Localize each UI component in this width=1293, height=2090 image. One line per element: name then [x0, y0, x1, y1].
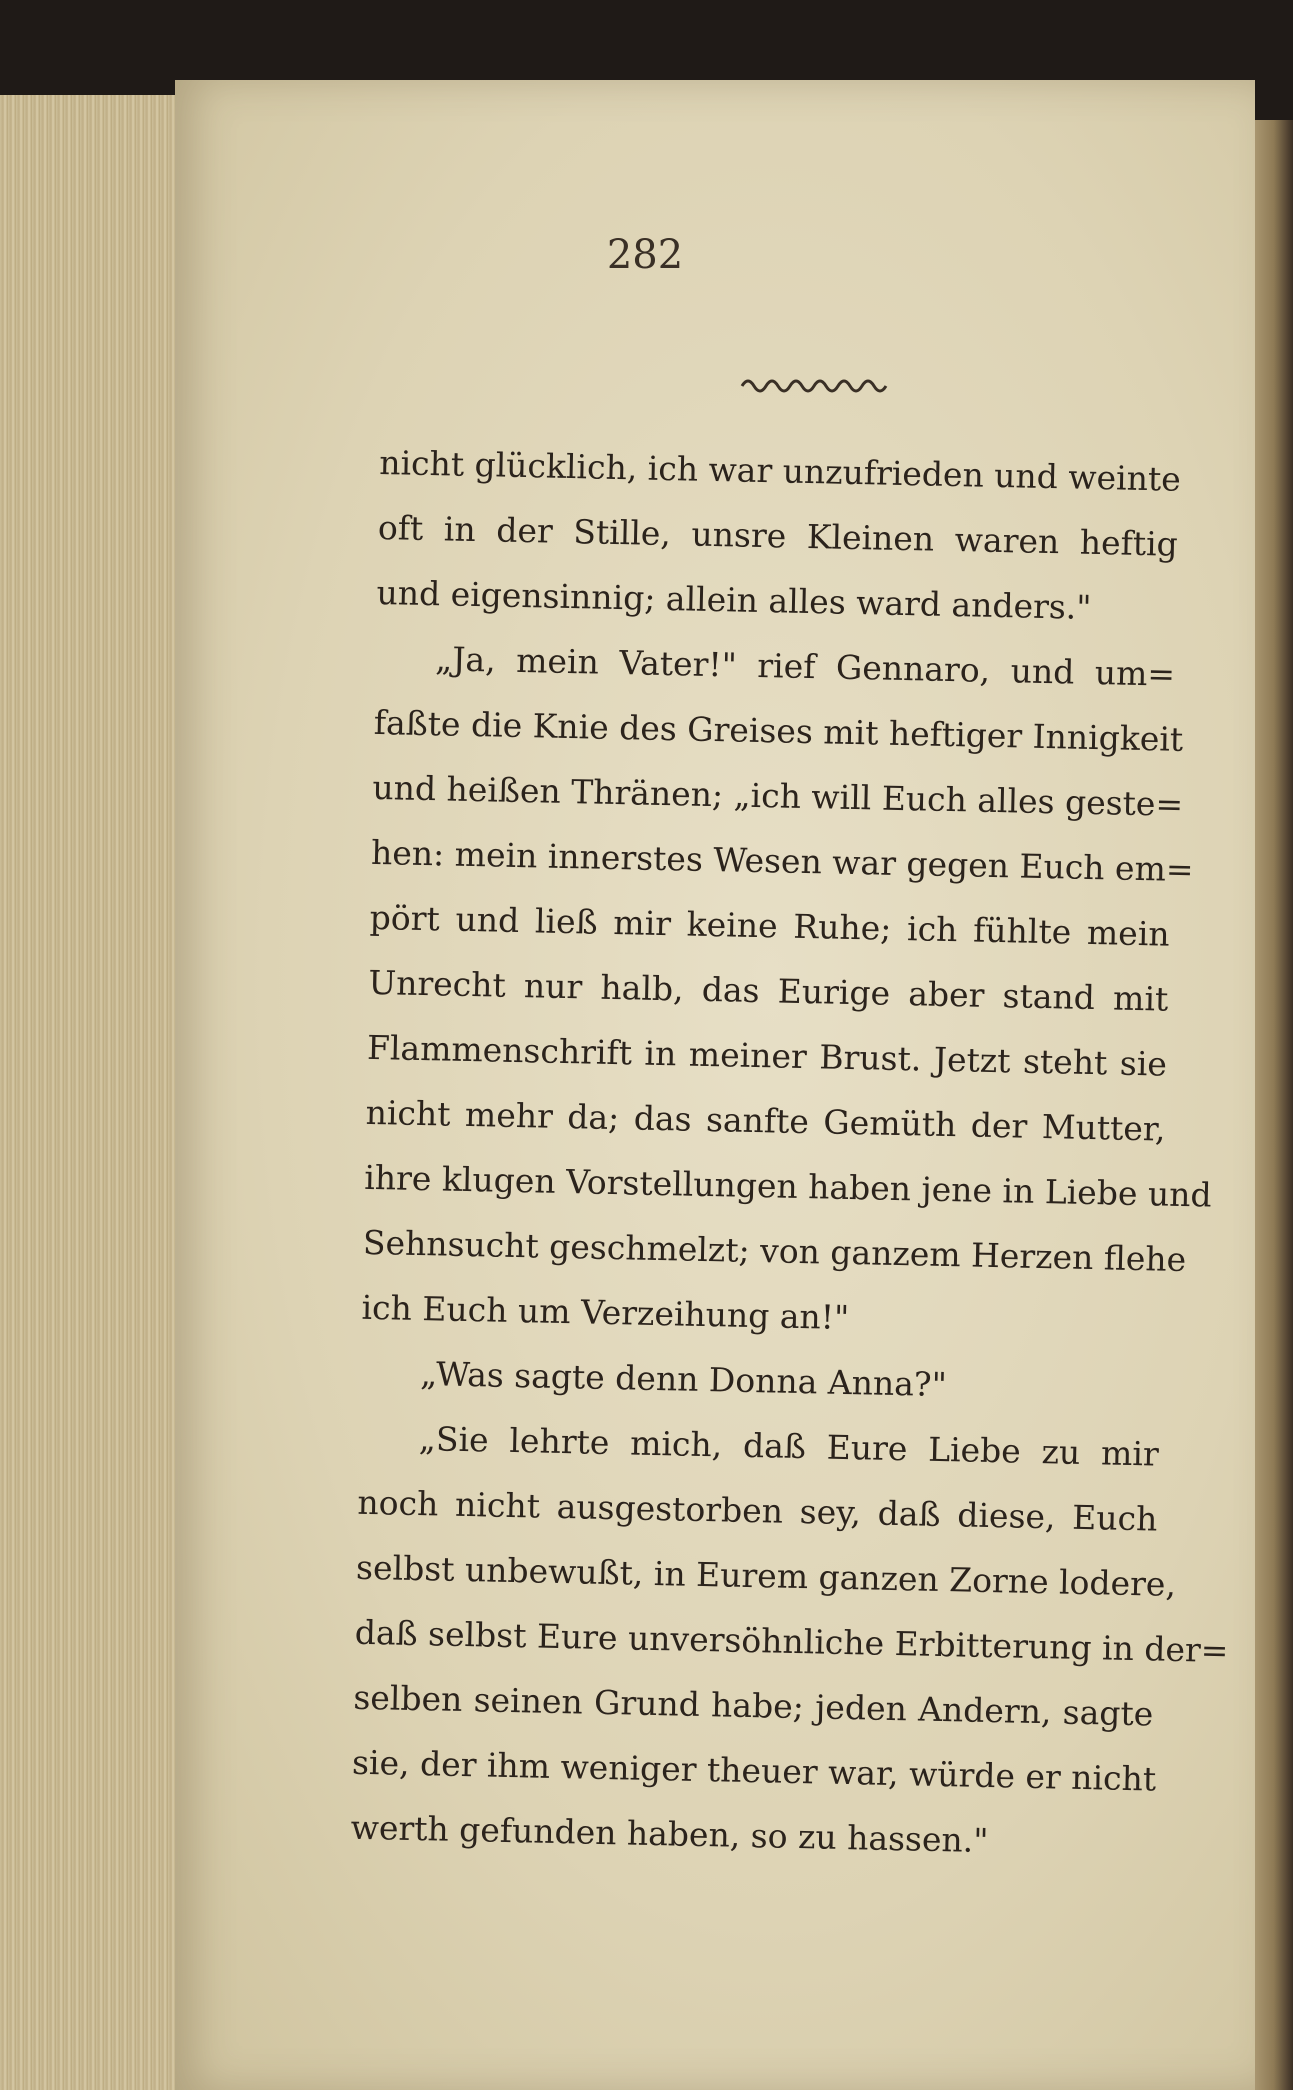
- text-line: „Sie lehrte mich, daß Eure Liebe zu mir: [418, 1419, 1160, 1474]
- text-line: sie, der ihm weniger theuer war, würde er nicht: [351, 1742, 1157, 1799]
- text-line: nicht glücklich, ich war unzufrieden und weinte: [378, 442, 1182, 499]
- page-edges-left: [0, 95, 182, 2090]
- text-line: ihre klugen Vorstellungen haben jene in Liebe und: [363, 1157, 1212, 1215]
- text-line: daß selbst Eure unversöhnliche Erbitterung in der=: [354, 1612, 1229, 1671]
- text-line: Sehnsucht geschmelzt; von ganzem Herzen flehe: [362, 1222, 1187, 1280]
- text-line: oft in der Stille, unsre Kleinen waren heftig: [377, 507, 1179, 564]
- text-line: ich Euch um Verzeihung an!": [361, 1287, 850, 1338]
- text-line: hen: mein innerstes Wesen war gegen Euch em=: [370, 832, 1194, 890]
- text-line: und eigensinnig; allein alles ward anders.": [376, 572, 1092, 627]
- text-line: selben seinen Grund habe; jeden Andern, sagte: [353, 1677, 1154, 1734]
- text-line: Flammenschrift in meiner Brust. Jetzt steht sie: [366, 1027, 1168, 1084]
- text-line: noch nicht ausgestorben sey, daß diese, Euch: [357, 1482, 1158, 1539]
- ornament-wave-divider: [740, 372, 890, 396]
- text-line: „Ja, mein Vater!" rief Gennaro, und um=: [434, 639, 1176, 694]
- text-line: pört und ließ mir keine Ruhe; ich fühlte mein: [369, 897, 1171, 954]
- text-line: faßte die Knie des Greises mit heftiger Innigkeit: [373, 702, 1184, 759]
- text-line: „Was sagte denn Donna Anna?": [419, 1354, 948, 1405]
- text-line: und heißen Thränen; „ich will Euch alles geste=: [372, 767, 1184, 824]
- text-line: nicht mehr da; das sanfte Gemüth der Mutter,: [365, 1092, 1166, 1149]
- page-number: 282: [606, 232, 684, 278]
- text-line: selbst unbewußt, in Eurem ganzen Zorne lodere,: [355, 1547, 1177, 1604]
- body-text: [350, 430, 1229, 1876]
- text-line: Unrecht nur halb, das Eurige aber stand mit: [368, 962, 1169, 1019]
- text-line: werth gefunden haben, so zu hassen.": [350, 1807, 989, 1861]
